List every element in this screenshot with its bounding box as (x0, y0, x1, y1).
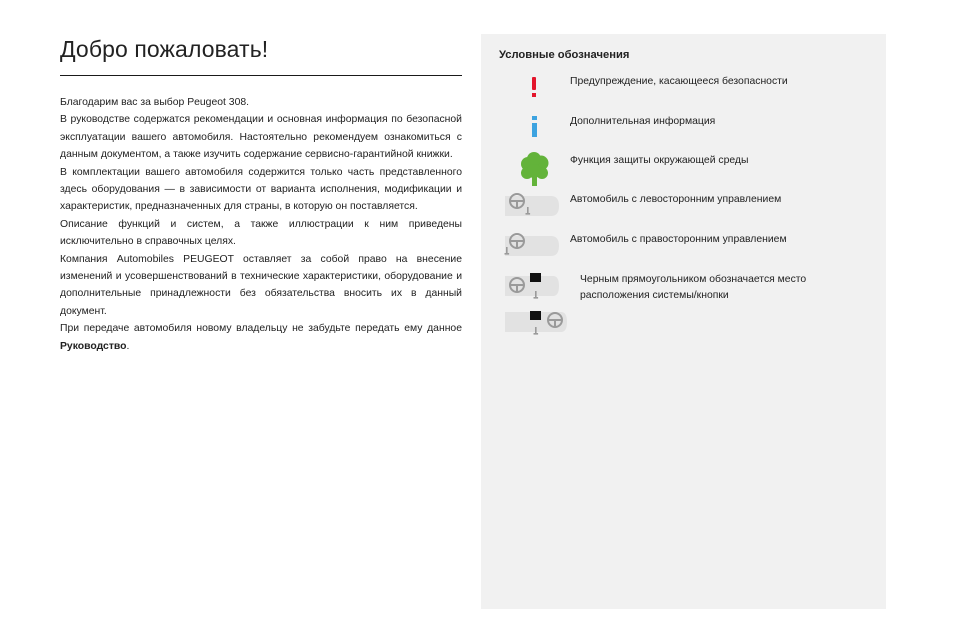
welcome-section (60, 36, 462, 355)
right-hand-drive-icon (501, 232, 561, 260)
paragraph: Благодарим вас за выбор Peugeot 308. (60, 97, 250, 108)
info-icon (501, 114, 561, 144)
paragraph-text: При передаче автомобиля новому владельцу не забудьте передать ему данное (60, 323, 462, 335)
legend-label-line: расположения системы/кнопки (580, 290, 729, 301)
paragraph: В комплектации вашего автомобиля содержится только часть представленного здесь оборудования — в зависимости от варианта исполнения, модификации и характеристик, предназначенных для страны, в которую он поставляется. (60, 166, 462, 213)
control-location-icon (501, 272, 571, 336)
paragraph: Компания Automobiles PEUGEOT оставляет за собой право на внесение изменений и усовершенствований в технические характеристики, оборудование и дополнительные принадлежности без обязательства вносить их в данный документ. (60, 253, 462, 317)
legend-label: Функция защиты окружающей среды (570, 155, 749, 166)
paragraph-end: . (126, 340, 130, 352)
legend-title: Условные обозначения (499, 49, 630, 61)
legend-panel (481, 34, 886, 609)
legend-label: Автомобиль с левосторонним управлением (570, 194, 782, 205)
legend-label: Автомобиль с правосторонним управлением (570, 234, 787, 245)
left-hand-drive-icon (501, 192, 561, 220)
title-divider (60, 75, 462, 76)
page-title: Добро пожаловать! (60, 36, 269, 62)
bold-term: Руководство (60, 340, 127, 352)
tree-icon (501, 152, 561, 188)
warning-icon (501, 74, 561, 104)
paragraph: В руководстве содержатся рекомендации и основная информация по безопасной эксплуатации вашего автомобиля. Настоятельно рекомендуем ознакомиться с данным документом, а также изучить содержание сервисно-гарантийной книжки. (60, 114, 462, 161)
paragraph: Описание функций и систем, а также иллюстрации к ним приведены исключительно в справочных целях. (60, 218, 462, 248)
legend-label (580, 272, 806, 304)
legend-label: Предупреждение, касающееся безопасности (570, 76, 788, 87)
paragraph (60, 320, 462, 355)
welcome-text (60, 94, 462, 355)
legend-label-line: Черным прямоугольником обозначается место (580, 274, 807, 285)
legend-label: Дополнительная информация (570, 116, 716, 127)
